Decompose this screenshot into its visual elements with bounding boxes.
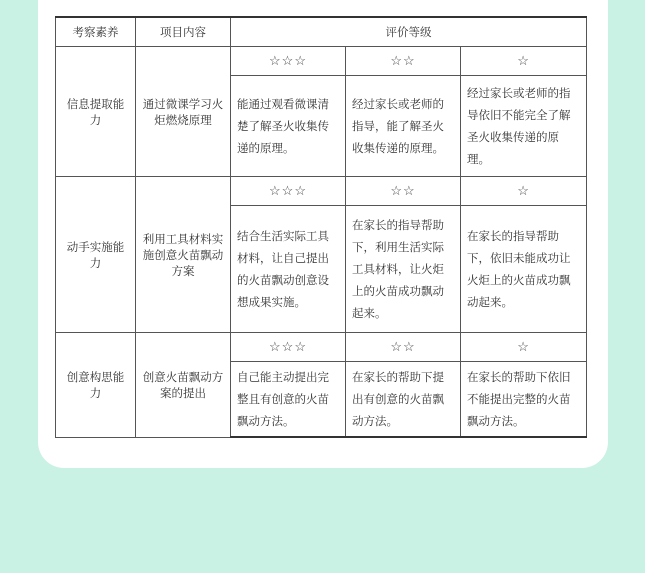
desc-level3: 自己能主动提出完整且有创意的火苗飘动方法。 (231, 362, 346, 438)
desc-level1: 在家长的帮助下依旧不能提出完整的火苗飘动方法。 (461, 362, 587, 438)
stars-two: ☆☆ (346, 333, 461, 362)
header-project: 项目内容 (136, 17, 231, 47)
category-cell: 信息提取能力 (56, 47, 136, 177)
stars-one: ☆ (461, 333, 587, 362)
stars-three: ☆☆☆ (231, 47, 346, 76)
project-cell: 利用工具材料实施创意火苗飘动方案 (136, 177, 231, 333)
desc-level2: 经过家长或老师的指导，能了解圣火收集传递的原理。 (346, 76, 461, 177)
table-header-row (56, 17, 587, 47)
desc-level2: 在家长的指导帮助下，利用生活实际工具材料，让火炬上的火苗成功飘动起来。 (346, 206, 461, 333)
table-row (56, 333, 587, 362)
stars-one: ☆ (461, 177, 587, 206)
table-row (56, 47, 587, 76)
desc-level3: 结合生活实际工具材料，让自己提出的火苗飘动创意设想成果实施。 (231, 206, 346, 333)
category-cell: 创意构思能力 (56, 333, 136, 438)
project-cell: 通过微课学习火炬燃烧原理 (136, 47, 231, 177)
evaluation-table (55, 16, 587, 438)
stars-two: ☆☆ (346, 177, 461, 206)
desc-level1: 经过家长或老师的指导依旧不能完全了解圣火收集传递的原理。 (461, 76, 587, 177)
stars-three: ☆☆☆ (231, 177, 346, 206)
stars-two: ☆☆ (346, 47, 461, 76)
project-cell: 创意火苗飘动方案的提出 (136, 333, 231, 438)
stars-one: ☆ (461, 47, 587, 76)
table-row (56, 177, 587, 206)
desc-level3: 能通过观看微课清楚了解圣火收集传递的原理。 (231, 76, 346, 177)
desc-level1: 在家长的指导帮助下，依旧未能成功让火炬上的火苗成功飘动起来。 (461, 206, 587, 333)
header-rating: 评价等级 (231, 17, 587, 47)
category-cell: 动手实施能力 (56, 177, 136, 333)
stars-three: ☆☆☆ (231, 333, 346, 362)
header-category: 考察素养 (56, 17, 136, 47)
desc-level2: 在家长的帮助下提出有创意的火苗飘动方法。 (346, 362, 461, 438)
